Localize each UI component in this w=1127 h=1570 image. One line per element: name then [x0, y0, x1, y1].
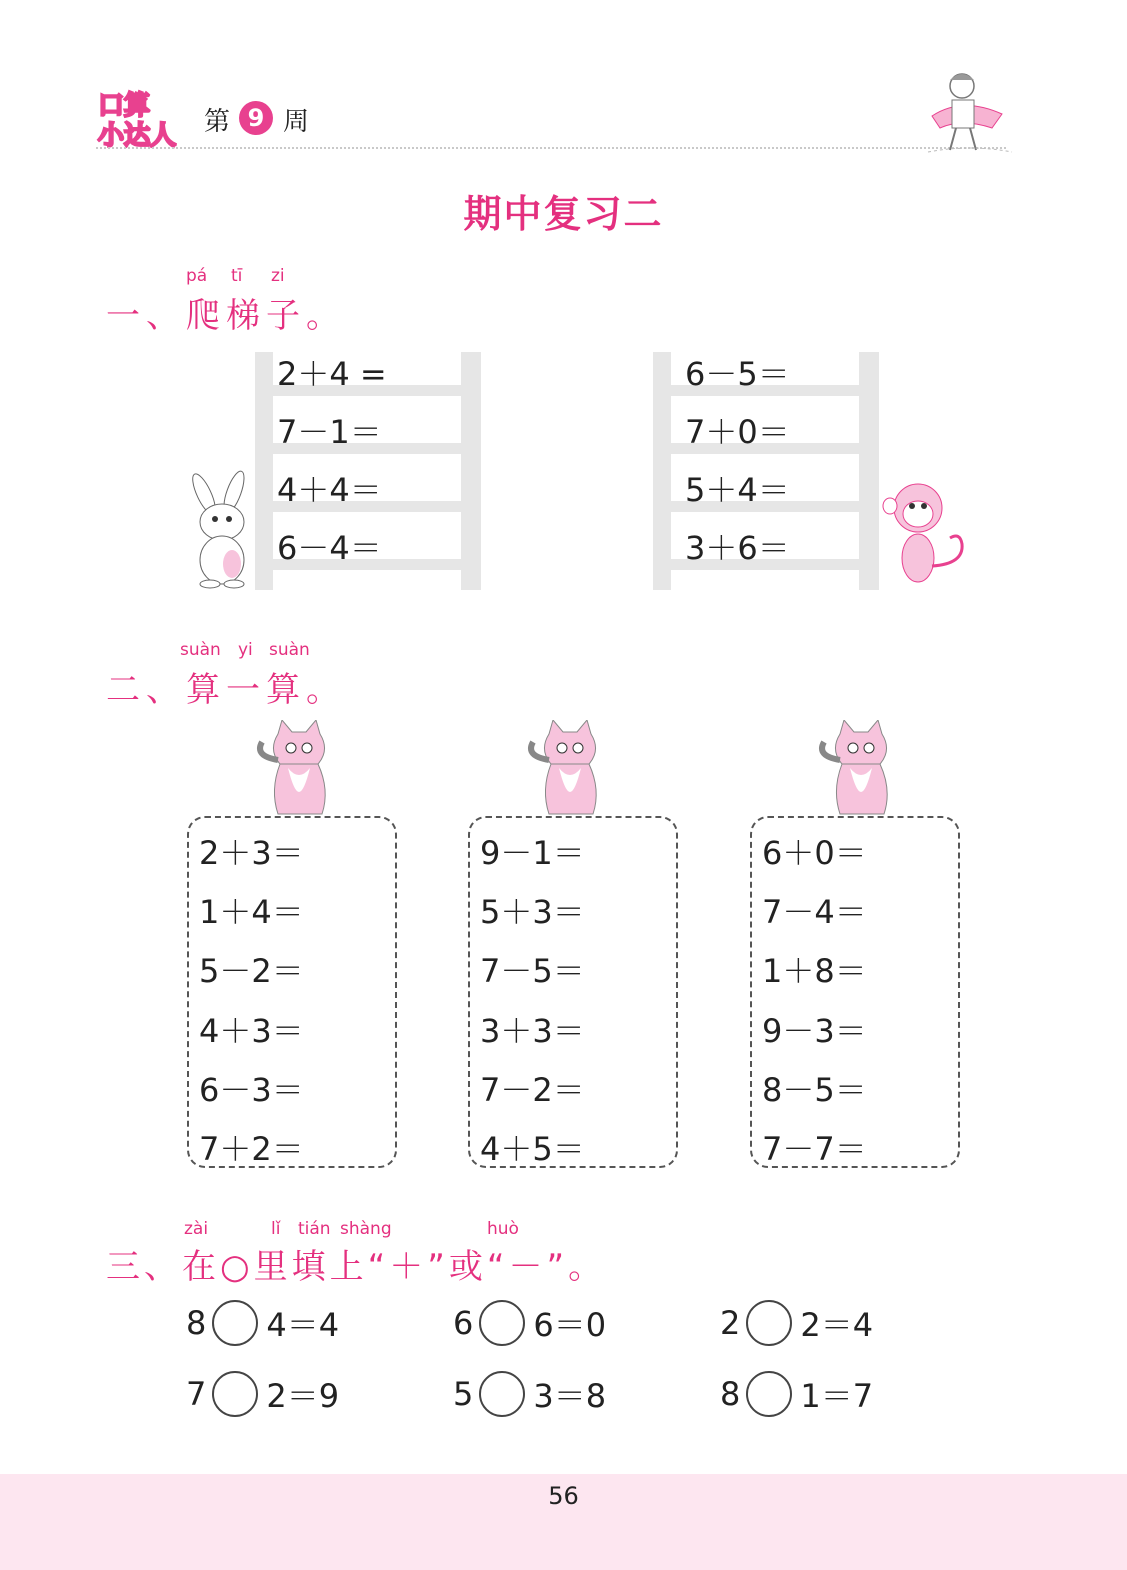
pinyin-pa: pá — [186, 266, 208, 286]
box-equation: 3＋3＝ — [480, 1012, 585, 1050]
fill-sign-problem — [720, 1300, 873, 1346]
box-equation: 7－5＝ — [480, 952, 585, 990]
rabbit-icon — [182, 464, 254, 590]
operand: 2 — [720, 1304, 741, 1342]
pinyin-yi: yi — [238, 640, 253, 660]
cat-icon — [810, 720, 900, 816]
header-divider — [96, 147, 1006, 149]
page-title: 期中复习二 — [463, 192, 664, 236]
operand: 7 — [186, 1375, 207, 1413]
operand: 6 — [453, 1304, 474, 1342]
box-equation: 2＋3＝ — [199, 834, 304, 872]
box-equation: 5－2＝ — [199, 952, 304, 990]
week-prefix: 第 — [204, 107, 231, 137]
pinyin-ti: tī — [231, 266, 243, 286]
cat-icon — [248, 720, 338, 816]
section-1-heading: 一、爬梯子。 — [106, 296, 346, 336]
fill-sign-problem — [453, 1300, 606, 1346]
pinyin-shang: shàng — [340, 1219, 392, 1239]
answer-circle[interactable] — [212, 1371, 258, 1417]
fill-sign-problem — [453, 1371, 606, 1417]
equation-rest: 1＝7 — [800, 1377, 874, 1415]
fill-sign-problem — [186, 1371, 339, 1417]
box-equation: 4＋3＝ — [199, 1012, 304, 1050]
answer-circle[interactable] — [746, 1371, 792, 1417]
equation-rest: 2＝9 — [266, 1377, 340, 1415]
pinyin-zi: zi — [271, 266, 285, 286]
ladder-right — [653, 352, 879, 590]
svg-text:小达人: 小达人 — [98, 121, 177, 150]
equation-rest: 2＝4 — [800, 1306, 874, 1344]
pinyin-suan: suàn — [269, 640, 310, 660]
box-equation: 7－4＝ — [762, 893, 867, 931]
equation-box — [468, 816, 678, 1168]
answer-circle[interactable] — [212, 1300, 258, 1346]
box-equation: 6＋0＝ — [762, 834, 867, 872]
answer-circle[interactable] — [479, 1371, 525, 1417]
svg-text:口算: 口算 — [98, 91, 151, 121]
box-equation: 4＋5＝ — [480, 1130, 585, 1168]
section-3-heading: 三、在○里填上“＋”或“－”。 — [106, 1247, 607, 1287]
ladder-equation: 5＋4＝ — [685, 471, 790, 509]
box-equation: 5＋3＝ — [480, 893, 585, 931]
pinyin-tian: tián — [298, 1219, 331, 1239]
box-equation: 9－3＝ — [762, 1012, 867, 1050]
ladder-equation: 3＋6＝ — [685, 529, 790, 567]
page-number: 56 — [548, 1482, 579, 1510]
box-equation: 6－3＝ — [199, 1071, 304, 1109]
operand: 5 — [453, 1375, 474, 1413]
pinyin-huo: huò — [487, 1219, 519, 1239]
equation-rest: 3＝8 — [533, 1377, 607, 1415]
operand: 8 — [186, 1304, 207, 1342]
ladder-equation: 2＋4 = — [277, 355, 387, 393]
box-equation: 7＋2＝ — [199, 1130, 304, 1168]
week-suffix: 周 — [283, 107, 310, 137]
pinyin-suan: suàn — [180, 640, 221, 660]
ladder-left — [255, 352, 481, 590]
cat-icon — [519, 720, 609, 816]
answer-circle[interactable] — [479, 1300, 525, 1346]
equation-box — [187, 816, 397, 1168]
week-number-badge: 9 — [239, 101, 273, 135]
box-equation: 9－1＝ — [480, 834, 585, 872]
equation-rest: 6＝0 — [533, 1306, 607, 1344]
fill-sign-problem — [720, 1371, 873, 1417]
ladder-equation: 6－5＝ — [685, 355, 790, 393]
pinyin-li: lǐ — [271, 1219, 281, 1239]
answer-circle[interactable] — [746, 1300, 792, 1346]
box-equation: 1＋8＝ — [762, 952, 867, 990]
equation-box — [750, 816, 960, 1168]
fill-sign-problem — [186, 1300, 339, 1346]
box-equation: 1＋4＝ — [199, 893, 304, 931]
box-equation: 8－5＝ — [762, 1071, 867, 1109]
section-2-heading: 二、算一算。 — [106, 670, 346, 710]
box-equation: 7－2＝ — [480, 1071, 585, 1109]
operand: 8 — [720, 1375, 741, 1413]
box-equation: 7－7＝ — [762, 1130, 867, 1168]
ladder-equation: 7＋0＝ — [685, 413, 790, 451]
monkey-icon — [878, 476, 970, 590]
ladder-equation: 6－4＝ — [277, 529, 382, 567]
ladder-equation: 4＋4＝ — [277, 471, 382, 509]
pinyin-zai: zài — [184, 1219, 209, 1239]
ladder-equation: 7－1＝ — [277, 413, 382, 451]
boy-illustration-icon — [922, 66, 1017, 158]
logo-icon — [96, 88, 180, 150]
equation-rest: 4＝4 — [266, 1306, 340, 1344]
